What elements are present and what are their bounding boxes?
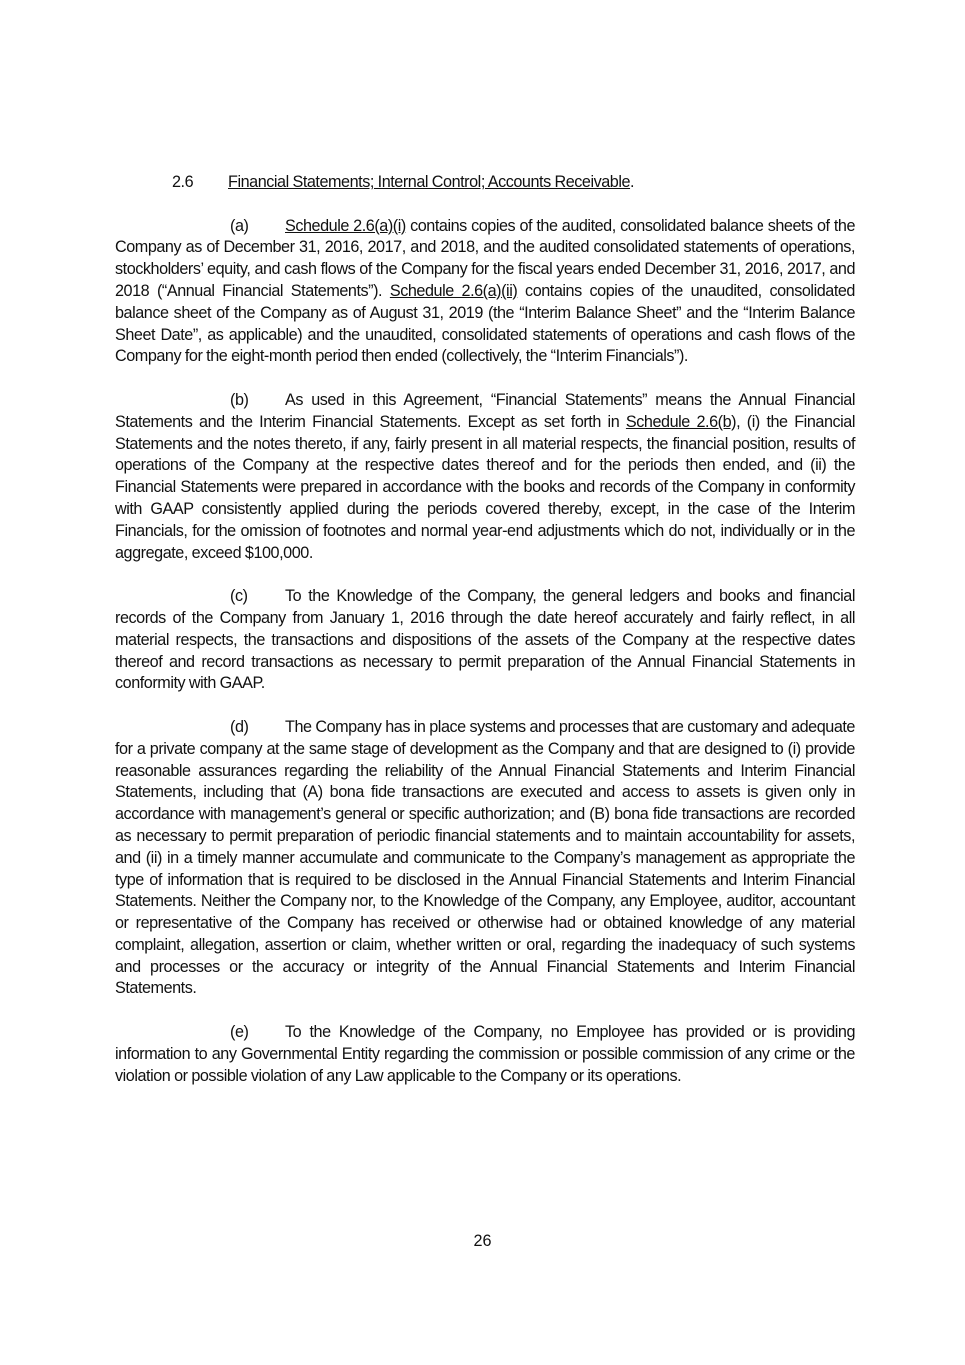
paragraph-e (115, 1022, 855, 1087)
paragraph-text: The Company has in place systems and processes that are customary and adequate for a private company at the same stage of development as the Company and that are designed to (i) provide reasonable assurances regarding the reliability of the Annual Financial Statements and Interim Financial Statements, including that (A) bona fide transactions are executed and access to assets is given only in accordance with management’s general or specific authorization; and (B) bona fide transactions are recorded as necessary to permit preparation of periodic financial statements and to maintain accountability for assets, and (ii) in a timely manner accumulate and communicate to the Company’s management as appropriate the type of information that is required to be disclosed in the Annual Financial Statements and Interim Financial Statements. Neither the Company nor, to the Knowledge of the Company, any Employee, auditor, accountant or representative of the Company has received or otherwise had or obtained knowledge of any material complaint, allegation, assertion or claim, whether written or oral, regarding the inadequacy of such systems and processes or the accuracy or integrity of the Annual Financial Statements and Interim Financial Statements. (115, 717, 855, 998)
paragraph-text: As used in this Agreement, “Financial Statements” means the Annual Financial Statements and the Interim Financial Statements. Except as set forth in (115, 390, 855, 431)
section-number: 2.6 (172, 173, 194, 191)
paragraph-text: , (i) the Financial Statements and the notes thereto, if any, fairly present in all material respects, the financial position, results of operations of the Company at the respective dates thereof and for the periods then ended, and (ii) the Financial Statements were prepared in accordance with the books and records of the Company in conformity with GAAP consistently applied during the periods covered thereby, except, in the case of the Interim Financials, for the omission of footnotes and normal year-end adjustments which do not, individually or in the aggregate, exceed $100,000. (115, 412, 855, 562)
paragraph-c (115, 586, 855, 695)
paragraph-label: (d) (230, 717, 249, 736)
section-heading (115, 172, 855, 194)
schedule-reference: Schedule 2.6(a)(i) (285, 216, 406, 235)
paragraph-text: To the Knowledge of the Company, no Employee has provided or is providing information to any Governmental Entity regarding the commission or possible commission of any crime or the violation or possible violation of any Law applicable to the Company or its operations. (115, 1023, 855, 1085)
paragraph-d (115, 717, 855, 1000)
document-page (115, 172, 855, 1109)
section-title-end: . (630, 173, 635, 191)
schedule-reference: Schedule 2.6(a)(ii) (389, 281, 518, 300)
paragraph-text: contains copies of the unaudited, consolidated balance sheet of the Company as of August 31, 2019 (the “Interim Balance Sheet” and the “Interim Balance Sheet Date”, as applicable) and the unaudited, consolidated statements of operations and cash flows of the Company for the eight-month period then ended (collectively, the “Interim Financials”). (115, 281, 855, 366)
paragraph-label: (b) (230, 390, 249, 409)
paragraph-a (115, 216, 855, 369)
paragraph-label: (c) (230, 587, 248, 606)
section-title: Financial Statements; Internal Control; Accounts Receivable (228, 173, 631, 191)
paragraph-text: contains copies of the audited, consolidated balance sheets of the Company as of December 31, 2016, 2017, and 2018, and the audited consolidated statements of operations, stockholders’ equity, and cash flows of the Company for the fiscal years ended December 31, 2016, 2017, and 2018 (“Annual Financial Statements”). (115, 216, 856, 300)
page-number: 26 (473, 1232, 492, 1250)
paragraph-label: (a) (230, 216, 249, 235)
schedule-reference: Schedule 2.6(b) (625, 412, 737, 431)
paragraph-b (115, 390, 855, 564)
paragraph-label: (e) (230, 1023, 249, 1042)
paragraph-text: To the Knowledge of the Company, the general ledgers and books and financial records of the Company from January 1, 2016 through the date hereof accurately and fairly reflect, in all material respects, the transactions and dispositions of the assets of the Company at the respective dates thereof and record transactions as necessary to permit preparation of the Annual Financial Statements in conformity with GAAP. (115, 587, 855, 693)
